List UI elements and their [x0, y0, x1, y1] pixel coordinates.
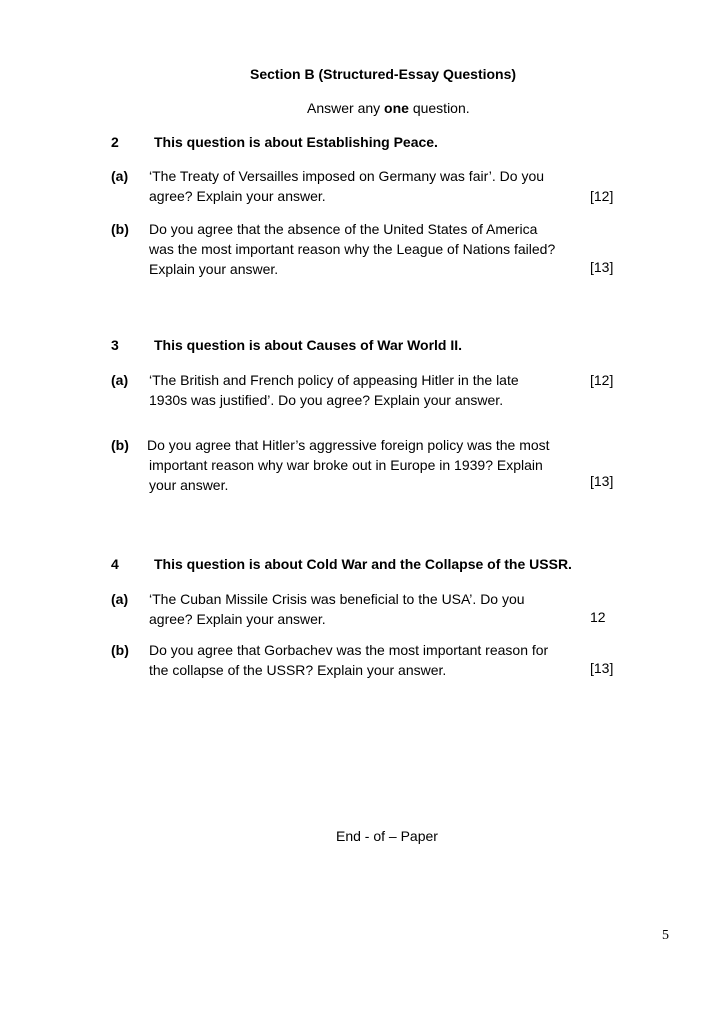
part-line: the collapse of the USSR? Explain your answer. [149, 662, 447, 678]
part-marks: [13] [590, 259, 614, 275]
instruction-suffix: question. [408, 100, 470, 116]
part-text [149, 370, 519, 410]
question-number: 3 [111, 337, 119, 353]
part-text [149, 589, 525, 629]
part-line: Do you agree that Hitler’s aggressive foreign policy was the most [147, 437, 550, 453]
question-number: 4 [111, 556, 119, 572]
question-heading: This question is about Establishing Peace. [154, 134, 438, 150]
question-number: 2 [111, 134, 119, 150]
part-marks: 12 [590, 609, 606, 625]
part-label: (a) [111, 372, 129, 388]
page-number: 5 [662, 928, 669, 943]
part-text [149, 219, 555, 279]
part-marks: [13] [590, 473, 614, 489]
instruction-line [307, 100, 470, 116]
part-text [149, 166, 544, 206]
part-label: (a) [111, 591, 129, 607]
part-line: agree? Explain your answer. [149, 188, 326, 204]
question-heading: This question is about Cold War and the Collapse of the USSR. [154, 556, 572, 572]
part-line: ‘The Cuban Missile Crisis was beneficial to the USA’. Do you [149, 591, 525, 607]
part-label: (b) [111, 642, 129, 658]
part-line: ‘The British and French policy of appeasing Hitler in the late [149, 372, 519, 388]
part-marks: [13] [590, 660, 614, 676]
part-line: ‘The Treaty of Versailles imposed on Germany was fair’. Do you [149, 168, 545, 184]
part-line: Do you agree that Gorbachev was the most important reason for [149, 642, 549, 658]
part-line: important reason why war broke out in Europe in 1939? Explain [149, 457, 543, 473]
part-text [147, 435, 550, 495]
part-line: agree? Explain your answer. [149, 611, 326, 627]
part-text [149, 640, 548, 680]
part-marks: [12] [590, 188, 614, 204]
part-marks: [12] [590, 372, 614, 388]
part-line: 1930s was justified’. Do you agree? Explain your answer. [149, 392, 504, 408]
instruction-emphasis: one [384, 100, 409, 116]
question-heading: This question is about Causes of War World II. [154, 337, 463, 353]
part-label: (b) [111, 437, 129, 453]
part-line: was the most important reason why the League of Nations failed? [149, 241, 556, 257]
instruction-prefix: Answer any [307, 100, 385, 116]
part-label: (a) [111, 168, 129, 184]
part-line: Explain your answer. [149, 261, 279, 277]
section-title: Section B (Structured-Essay Questions) [250, 66, 517, 82]
part-line: your answer. [149, 477, 229, 493]
part-label: (b) [111, 221, 129, 237]
end-of-paper: End - of – Paper [336, 828, 438, 844]
part-line: Do you agree that the absence of the United States of America [149, 221, 538, 237]
